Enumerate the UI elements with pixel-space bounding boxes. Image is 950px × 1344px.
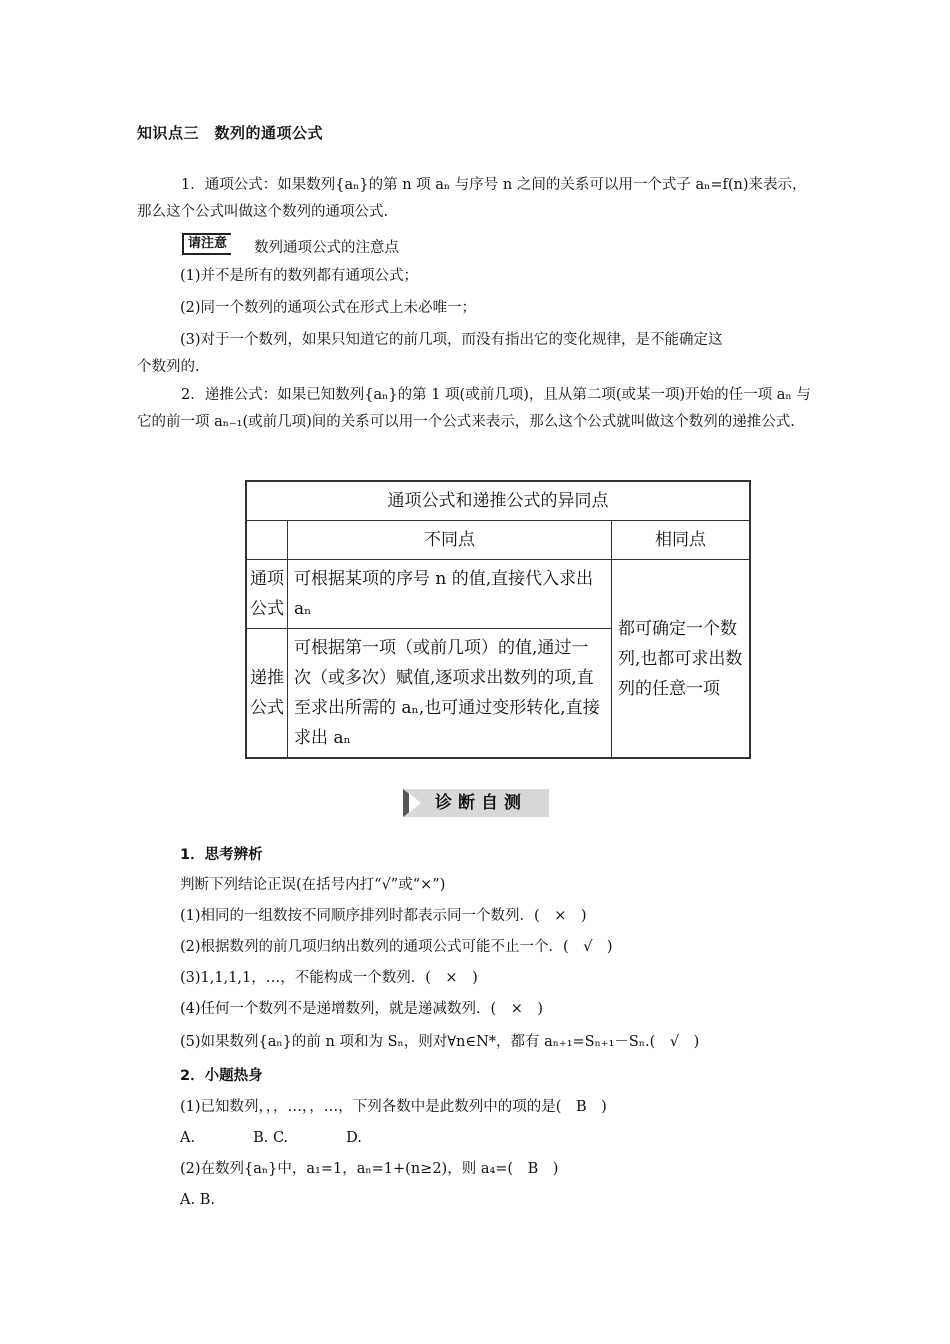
s1-intro: 判断下列结论正误(在括号内打“√”或“×”)	[180, 877, 446, 893]
note-item-3: (3)对于一个数列，如果只知道它的前几项，而没有指出它的变化规律，是不能确定这	[180, 332, 723, 348]
s1-item-5: (5)如果数列{aₙ}的前 n 项和为 Sₙ，则对∀n∈N*，都有 aₙ₊₁=Sₙ₊₁－Sₙ.( √ )	[180, 1034, 700, 1050]
s2-item-1: (1)已知数列，，，…，，…，下列各数中是此数列中的项的是( B )	[180, 1099, 607, 1115]
s1-item-4: (4)任何一个数列不是递增数列，就是递减数列．( × )	[180, 1001, 544, 1017]
note-tag: 请注意	[182, 233, 231, 255]
table-same-cell: 都可确定一个数列,也都可求出数列的任意一项	[612, 560, 751, 759]
note-item-3-cont: 个数列的.	[137, 359, 200, 375]
table-header-same: 相同点	[612, 521, 751, 560]
table-row1-label: 通项公式	[246, 560, 288, 629]
table-header-diff: 不同点	[288, 521, 612, 560]
table-caption: 通项公式和递推公式的异同点	[246, 481, 750, 521]
table-row2-diff: 可根据第一项（或前几项）的值,通过一次（或多次）赋值,逐项求出数列的项,直至求出所需的 aₙ,也可通过变形转化,直接求出 aₙ	[288, 629, 612, 759]
s2-item-1-options: A. B. C. D.	[180, 1130, 362, 1146]
comparison-table	[245, 480, 751, 759]
note-title: 数列通项公式的注意点	[254, 240, 399, 256]
table-row2-label: 递推公式	[246, 629, 288, 759]
s2-title: 2．小题热身	[180, 1068, 263, 1084]
s1-item-3: (3)1,1,1,1，…，不能构成一个数列．( × )	[180, 970, 478, 986]
s1-item-2: (2)根据数列的前几项归纳出数列的通项公式可能不止一个．( √ )	[180, 939, 613, 955]
s1-title: 1．思考辨析	[180, 847, 263, 863]
s2-item-2-options: A. B.	[180, 1192, 215, 1208]
section-banner: 诊断自测	[403, 789, 549, 817]
note-item-1: (1)并不是所有的数列都有通项公式；	[180, 268, 419, 284]
note-item-2: (2)同一个数列的通项公式在形式上未必唯一；	[180, 300, 477, 316]
table-corner	[246, 521, 288, 560]
banner-arrow-inner-icon	[409, 793, 421, 813]
paragraph-general-term: 1．通项公式：如果数列{aₙ}的第 n 项 aₙ 与序号 n 之间的关系可以用一个式子 aₙ=f(n)来表示，那么这个公式叫做这个数列的通项公式.	[137, 177, 807, 220]
table-row1-diff: 可根据某项的序号 n 的值,直接代入求出 aₙ	[288, 560, 612, 629]
s2-item-2: (2)在数列{aₙ}中，a₁=1，aₙ=1+(n≥2)，则 a₄=( B )	[180, 1161, 559, 1177]
section-heading: 知识点三 数列的通项公式	[137, 124, 324, 142]
paragraph-recursive: 2．递推公式：如果已知数列{aₙ}的第 1 项(或前几项)，且从第二项(或某一项)开始的任一项 aₙ 与它的前一项 aₙ₋₁(或前几项)间的关系可以用一个公式来表示，那么这个公式就叫做这个数列的递推公式.	[137, 387, 811, 430]
s1-item-1: (1)相同的一组数按不同顺序排列时都表示同一个数列．( × )	[180, 908, 587, 924]
